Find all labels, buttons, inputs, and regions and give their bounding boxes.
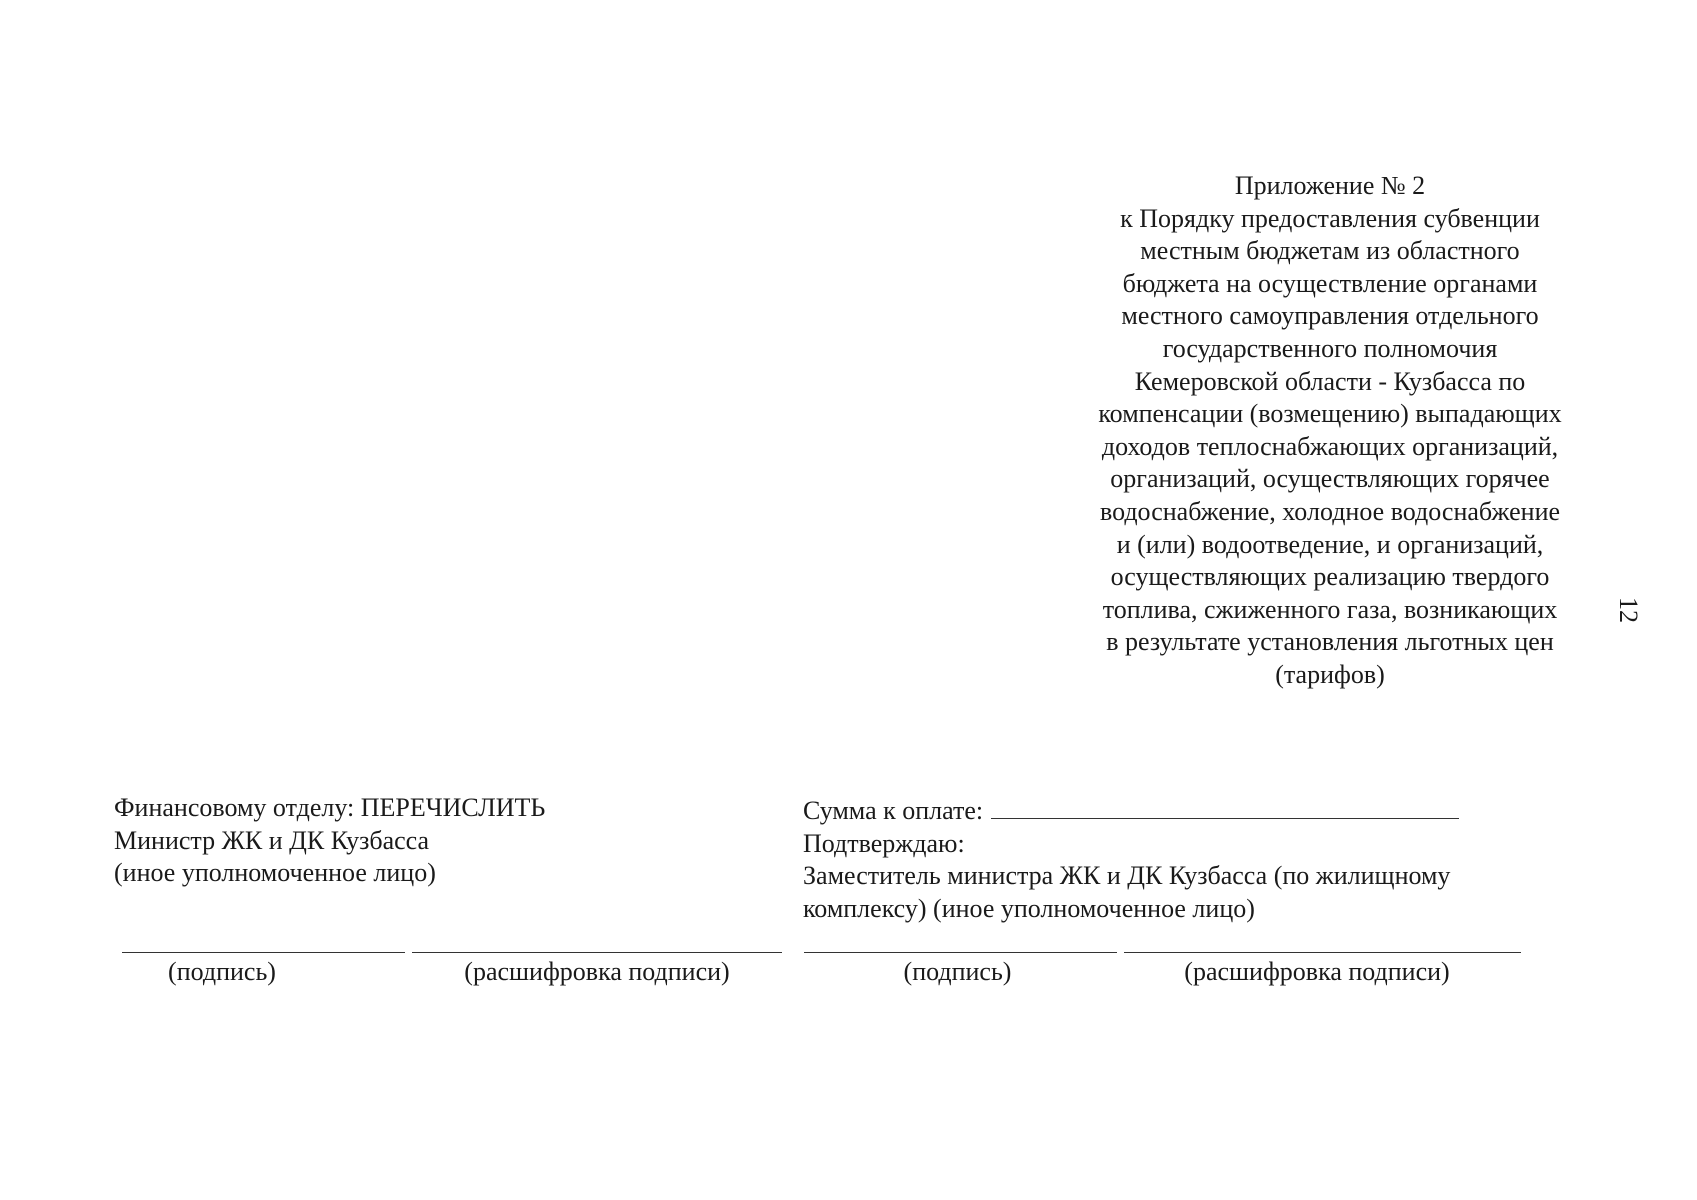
left-signature-caption: (подпись) [168, 957, 276, 986]
appendix-line: организаций, осуществляющих горячее [1110, 464, 1550, 494]
appendix-title: Приложение № 2 [1234, 171, 1426, 200]
sum-to-pay-row [803, 792, 1459, 828]
finance-department-instruction: Финансовому отделу: ПЕРЕЧИСЛИТЬ [114, 793, 546, 822]
right-decoding-line[interactable] [1124, 952, 1521, 953]
page-number: 12 [1614, 597, 1643, 623]
appendix-line: осуществляющих реализацию твердого [1110, 562, 1550, 592]
transfer-order-block [114, 792, 545, 890]
appendix-line: местным бюджетам из областного [1140, 236, 1520, 266]
left-decoding-caption: (расшифровка подписи) [464, 957, 730, 986]
minister-title: Министр ЖК и ДК Кузбасса [114, 825, 430, 855]
left-signature-line[interactable] [122, 952, 405, 953]
appendix-line: бюджета на осуществление органами [1122, 268, 1538, 298]
right-signature-line[interactable] [804, 952, 1117, 953]
appendix-line: компенсации (возмещению) выпадающих [1098, 399, 1562, 429]
sum-to-pay-label: Сумма к оплате: [803, 796, 984, 825]
sum-to-pay-field[interactable] [991, 792, 1459, 819]
appendix-line: государственного полномочия [1162, 333, 1498, 363]
appendix-line: водоснабжение, холодное водоснабжение [1099, 496, 1561, 526]
appendix-line: к Порядку предоставления субвенции [1120, 203, 1540, 233]
appendix-line: местного самоуправления отдельного [1121, 301, 1539, 331]
appendix-line: в результате установления льготных цен [1106, 627, 1554, 657]
right-signature-caption: (подпись) [903, 957, 1012, 986]
payment-confirmation-block [803, 792, 1459, 925]
deputy-minister-note: комплексу) (иное уполномоченное лицо) [803, 893, 1255, 923]
right-decoding-caption: (расшифровка подписи) [1184, 957, 1450, 986]
appendix-line: (тарифов) [1275, 659, 1385, 689]
appendix-line: доходов теплоснабжающих организаций, [1101, 431, 1559, 461]
appendix-line: и (или) водоотведение, и организаций, [1116, 529, 1544, 559]
appendix-line: Кемеровской области - Кузбасса по [1134, 366, 1526, 396]
appendix-line: топлива, сжиженного газа, возникающих [1102, 594, 1558, 624]
authorized-person-note: (иное уполномоченное лицо) [114, 858, 436, 888]
left-decoding-line[interactable] [412, 952, 782, 953]
deputy-minister-title: Заместитель министра ЖК и ДК Кузбасса (по жилищному [803, 861, 1451, 891]
appendix-heading [1070, 170, 1590, 692]
confirm-label: Подтверждаю: [803, 828, 965, 858]
